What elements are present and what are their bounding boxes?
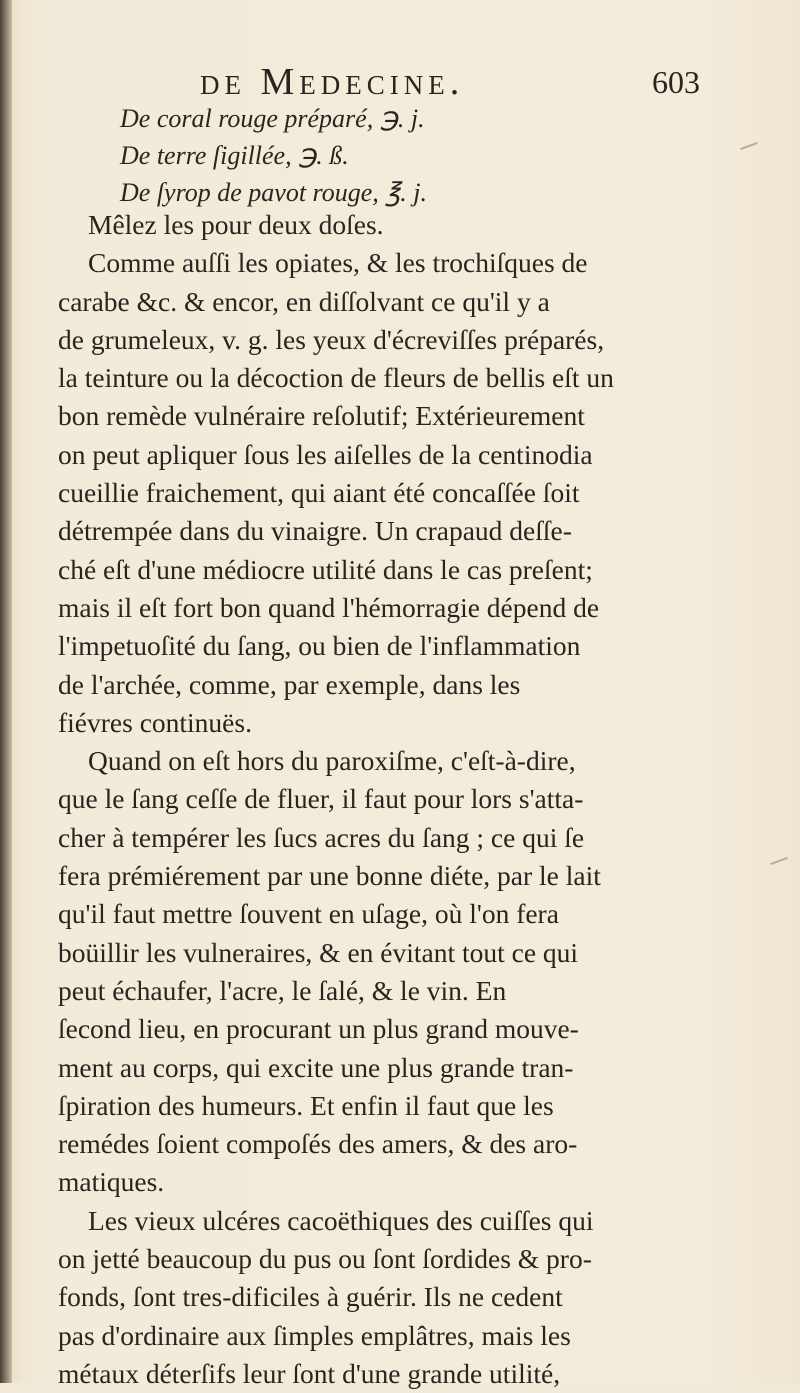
text-line: ſecond lieu, en procurant un plus grand mouve- (58, 1013, 579, 1045)
body-text (58, 206, 680, 1393)
text-line: on jetté beaucoup du pus ou ſont ſordides & pro- (58, 1243, 592, 1275)
text-line: on peut apliquer ſous les aiſelles de la centinodia (58, 438, 593, 470)
text-line: de l'archée, comme, par exemple, dans les (58, 668, 521, 700)
text-line: pas d'ordinaire aux ſimples emplâtres, mais les (58, 1319, 571, 1351)
text-line: ſpiration des humeurs. Et enfin il faut que les (58, 1089, 554, 1121)
recipe-line: De ſyrop de pavot rouge, ℥. j. (120, 178, 427, 207)
recipe-line: De terre ſigillée, ℈. ß. (120, 141, 349, 170)
text-line: Mêlez les pour deux doſes. (88, 209, 384, 240)
text-line: Quand on eſt hors du paroxiſme, c'eſt-à-dire, (88, 745, 576, 777)
text-line: ment au corps, qui excite une plus grande tran- (58, 1051, 574, 1083)
text-line: fiévres continuës. (58, 706, 252, 738)
text-line: fera prémiérement par une bonne diéte, par le lait (58, 860, 601, 892)
text-line: de grumeleux, v. g. les yeux d'écreviſſes préparés, (58, 323, 605, 355)
text-line: cher à tempérer les ſucs acres du ſang ; ce qui ſe (58, 821, 585, 853)
page-header (200, 60, 700, 110)
text-line: matiques. (58, 1166, 165, 1198)
text-line: peut échaufer, l'acre, le ſalé, & le vin. En (58, 974, 507, 1006)
paper-mark (770, 857, 788, 865)
text-line: Les vieux ulcéres cacoëthiques des cuiſſes qui (88, 1204, 594, 1236)
text-line: remédes ſoient compoſés des amers, & des aro- (58, 1128, 578, 1160)
text-line: la teinture ou la décoction de fleurs de bellis eſt un (58, 362, 614, 394)
page-binding-edge (0, 0, 12, 1383)
text-line: cueillie fraichement, qui aiant été concaſſée ſoit (58, 477, 580, 509)
text-line: carabe &c. & encor, en diſſolvant ce qu'il y a (58, 285, 550, 317)
text-line: qu'il faut mettre ſouvent en uſage, où l'on fera (58, 898, 559, 930)
paper-mark (740, 142, 758, 150)
text-line: boüillir les vulneraires, & en évitant tout ce qui (58, 936, 579, 968)
text-line: l'impetuoſité du ſang, ou bien de l'inflammation (58, 630, 581, 662)
text-line: Comme auſſi les opiates, & les trochiſques de (88, 247, 588, 279)
text-line: métaux déterſifs leur ſont d'une grande utilité, (58, 1357, 561, 1389)
text-line: mais il eſt fort bon quand l'hémorragie dépend de (58, 591, 600, 623)
recipe-line: De coral rouge préparé, ℈. j. (120, 104, 425, 133)
text-line: que le ſang ceſſe de fluer, il faut pour lors s'atta- (58, 783, 584, 815)
page-number: 603 (652, 64, 700, 100)
text-line: ché eſt d'une médiocre utilité dans le cas preſent; (58, 553, 593, 585)
text-line: fonds, ſont tres-dificiles à guérir. Ils ne cedent (58, 1281, 563, 1313)
text-line: bon remède vulnéraire reſolutif; Extérieurement (58, 400, 585, 432)
text-line: détrempée dans du vinaigre. Un crapaud deſſe- (58, 515, 572, 547)
running-head: de Medecine. (200, 61, 465, 103)
